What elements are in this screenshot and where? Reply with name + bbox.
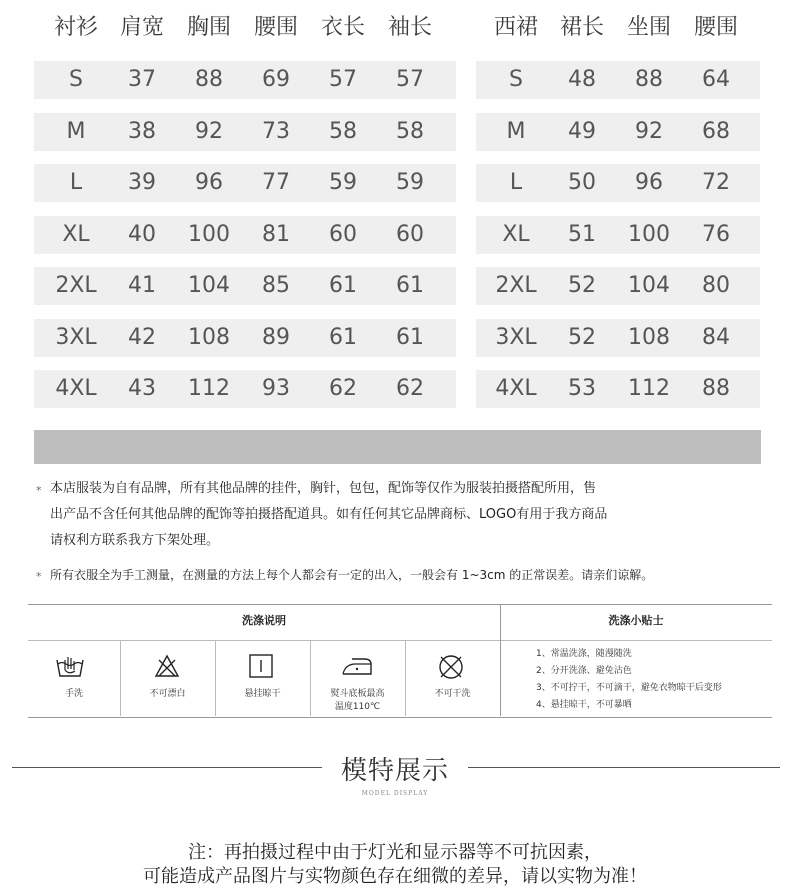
skirt-size-cell: 50 xyxy=(568,170,596,195)
skirt-header-hip: 坐围 xyxy=(626,15,671,40)
shirt-size-cell: 108 xyxy=(188,325,230,350)
skirt-size-cell: 84 xyxy=(702,325,730,350)
shirt-size-cell: 61 xyxy=(329,273,357,298)
measure-note-text: 所有衣服全为手工测量，在测量的方法上每个人都会有一定的出入，一般会有 1~3cm 的正常误差。请亲们谅解。 xyxy=(50,568,654,582)
shirt-header-waist: 腰围 xyxy=(253,15,298,40)
shirt-size-cell: 40 xyxy=(128,222,156,247)
wash-tip: 3、不可拧干，不可滴干，避免衣物晾干后变形 xyxy=(536,683,722,693)
shirt-size-cell: 57 xyxy=(329,67,357,92)
skirt-size-cell: XL xyxy=(502,222,530,247)
shirt-size-cell: 58 xyxy=(396,119,424,144)
no-bleach-label: 不可漂白 xyxy=(149,689,186,699)
skirt-size-cell: 51 xyxy=(568,222,596,247)
shirt-size-cell: M xyxy=(66,119,86,144)
shirt-size-cell: 4XL xyxy=(55,376,97,401)
skirt-size-cell: 88 xyxy=(702,376,730,401)
skirt-size-cell: 80 xyxy=(702,273,730,298)
skirt-header-type: 西裙 xyxy=(493,15,538,40)
shirt-size-cell: 37 xyxy=(128,67,156,92)
shirt-size-cell: 89 xyxy=(262,325,290,350)
skirt-size-cell: 52 xyxy=(568,325,596,350)
model-display-subtitle: MODEL DISPLAY xyxy=(361,790,429,797)
skirt-size-cell: 96 xyxy=(635,170,663,195)
no-dry-clean-icon xyxy=(437,653,465,685)
model-display-title: 模特展示 xyxy=(340,756,449,786)
skirt-size-cell: 92 xyxy=(635,119,663,144)
measure-note xyxy=(36,562,760,588)
color-disclaimer-line2: 可能造成产品图片与实物颜色存在细微的差异，请以实物为准！ xyxy=(143,866,647,887)
care-header-divider xyxy=(28,640,772,641)
skirt-size-cell: 76 xyxy=(702,222,730,247)
hand-wash-icon xyxy=(55,652,85,684)
shirt-size-cell: 61 xyxy=(396,273,424,298)
hand-wash-label: 手洗 xyxy=(64,689,83,699)
skirt-size-cell: 108 xyxy=(628,325,670,350)
shirt-size-cell: 73 xyxy=(262,119,290,144)
shirt-size-cell: 100 xyxy=(188,222,230,247)
iron-label xyxy=(310,688,405,714)
wash-tip: 1、常温洗涤，随漫随洗 xyxy=(536,649,632,659)
shirt-size-cell: 60 xyxy=(329,222,357,247)
skirt-size-cell: 49 xyxy=(568,119,596,144)
skirt-size-cell: 64 xyxy=(702,67,730,92)
brand-note-line2: 出产品不含任何其他品牌的配饰等拍摄搭配道具。如有任何其它品牌商标、LOGO有用于我方商品 xyxy=(50,507,608,522)
skirt-size-cell: 2XL xyxy=(495,273,537,298)
model-title-right-rule xyxy=(468,767,780,768)
iron-label-line1: 熨斗底板最高 xyxy=(330,689,385,699)
model-title-left-rule xyxy=(12,767,322,768)
note-star: * xyxy=(36,484,42,497)
shirt-size-cell: 112 xyxy=(188,376,230,401)
skirt-size-cell: 104 xyxy=(628,273,670,298)
shirt-size-cell: 38 xyxy=(128,119,156,144)
care-cell-divider xyxy=(215,640,216,716)
skirt-size-cell: 3XL xyxy=(495,325,537,350)
skirt-size-cell: 48 xyxy=(568,67,596,92)
skirt-size-cell: 88 xyxy=(635,67,663,92)
shirt-size-cell: 58 xyxy=(329,119,357,144)
shirt-size-cell: 62 xyxy=(329,376,357,401)
brand-note xyxy=(36,476,760,554)
shirt-header-chest: 胸围 xyxy=(186,15,231,40)
color-disclaimer-line1: 注：再拍摄过程中由于灯光和显示器等不可抗因素， xyxy=(188,842,602,863)
skirt-header-length: 裙长 xyxy=(559,15,604,40)
skirt-size-cell: 72 xyxy=(702,170,730,195)
shirt-size-cell: 59 xyxy=(329,170,357,195)
skirt-size-cell: 112 xyxy=(628,376,670,401)
brand-note-line1: 本店服装为自有品牌，所有其他品牌的挂件，胸针，包包，配饰等仅作为服装拍摄搭配所用，售 xyxy=(50,481,597,496)
iron-label-line2: 温度110℃ xyxy=(334,702,381,712)
hang-dry-icon xyxy=(248,653,274,683)
shirt-size-cell: 60 xyxy=(396,222,424,247)
shirt-size-cell: 69 xyxy=(262,67,290,92)
shirt-size-cell: 43 xyxy=(128,376,156,401)
care-cell-divider xyxy=(120,640,121,716)
iron-icon xyxy=(340,656,374,682)
note-star: * xyxy=(36,570,42,583)
skirt-size-cell: M xyxy=(506,119,526,144)
shirt-size-cell: 92 xyxy=(195,119,223,144)
skirt-size-cell: 52 xyxy=(568,273,596,298)
shirt-size-cell: 59 xyxy=(396,170,424,195)
shirt-size-cell: 81 xyxy=(262,222,290,247)
shirt-size-cell: 85 xyxy=(262,273,290,298)
shirt-header-sleeve: 袖长 xyxy=(387,15,432,40)
shirt-size-cell: 104 xyxy=(188,273,230,298)
shirt-size-cell: 93 xyxy=(262,376,290,401)
wash-tip: 4、悬挂晾干，不可暴晒 xyxy=(536,700,632,710)
no-bleach-icon xyxy=(154,654,180,682)
shirt-size-cell: 2XL xyxy=(55,273,97,298)
shirt-size-cell: 42 xyxy=(128,325,156,350)
shirt-header-length: 衣长 xyxy=(320,15,365,40)
skirt-size-cell: 4XL xyxy=(495,376,537,401)
wash-instructions-title: 洗涤说明 xyxy=(242,614,286,627)
wash-tip: 2、分开洗涤、避免沾色 xyxy=(536,666,632,676)
skirt-size-cell: S xyxy=(509,67,523,92)
shirt-size-cell: 61 xyxy=(396,325,424,350)
shirt-size-cell: 88 xyxy=(195,67,223,92)
care-cell-divider xyxy=(405,640,406,716)
skirt-size-cell: 53 xyxy=(568,376,596,401)
shirt-size-cell: 61 xyxy=(329,325,357,350)
shirt-size-cell: 62 xyxy=(396,376,424,401)
hang-dry-label: 悬挂晾干 xyxy=(244,689,281,699)
shirt-size-cell: 41 xyxy=(128,273,156,298)
shirt-size-cell: 96 xyxy=(195,170,223,195)
wash-tips-list xyxy=(536,646,722,714)
shirt-size-cell: 57 xyxy=(396,67,424,92)
shirt-size-cell: 39 xyxy=(128,170,156,195)
shirt-size-cell: S xyxy=(69,67,83,92)
shirt-header-shoulder: 肩宽 xyxy=(119,15,164,40)
brand-note-line3: 请权利方联系我方下架处理。 xyxy=(50,533,220,548)
shirt-size-cell: XL xyxy=(62,222,90,247)
shirt-size-cell: L xyxy=(69,170,83,195)
skirt-size-cell: 68 xyxy=(702,119,730,144)
shirt-size-cell: 77 xyxy=(262,170,290,195)
no-dry-clean-label: 不可干洗 xyxy=(434,689,471,699)
divider-bar xyxy=(34,430,761,464)
skirt-size-cell: 100 xyxy=(628,222,670,247)
skirt-size-cell: L xyxy=(509,170,523,195)
shirt-header-type: 衬衫 xyxy=(53,15,98,40)
wash-tips-title: 洗涤小贴士 xyxy=(608,614,664,627)
shirt-size-cell: 3XL xyxy=(55,325,97,350)
skirt-header-waist: 腰围 xyxy=(693,15,738,40)
